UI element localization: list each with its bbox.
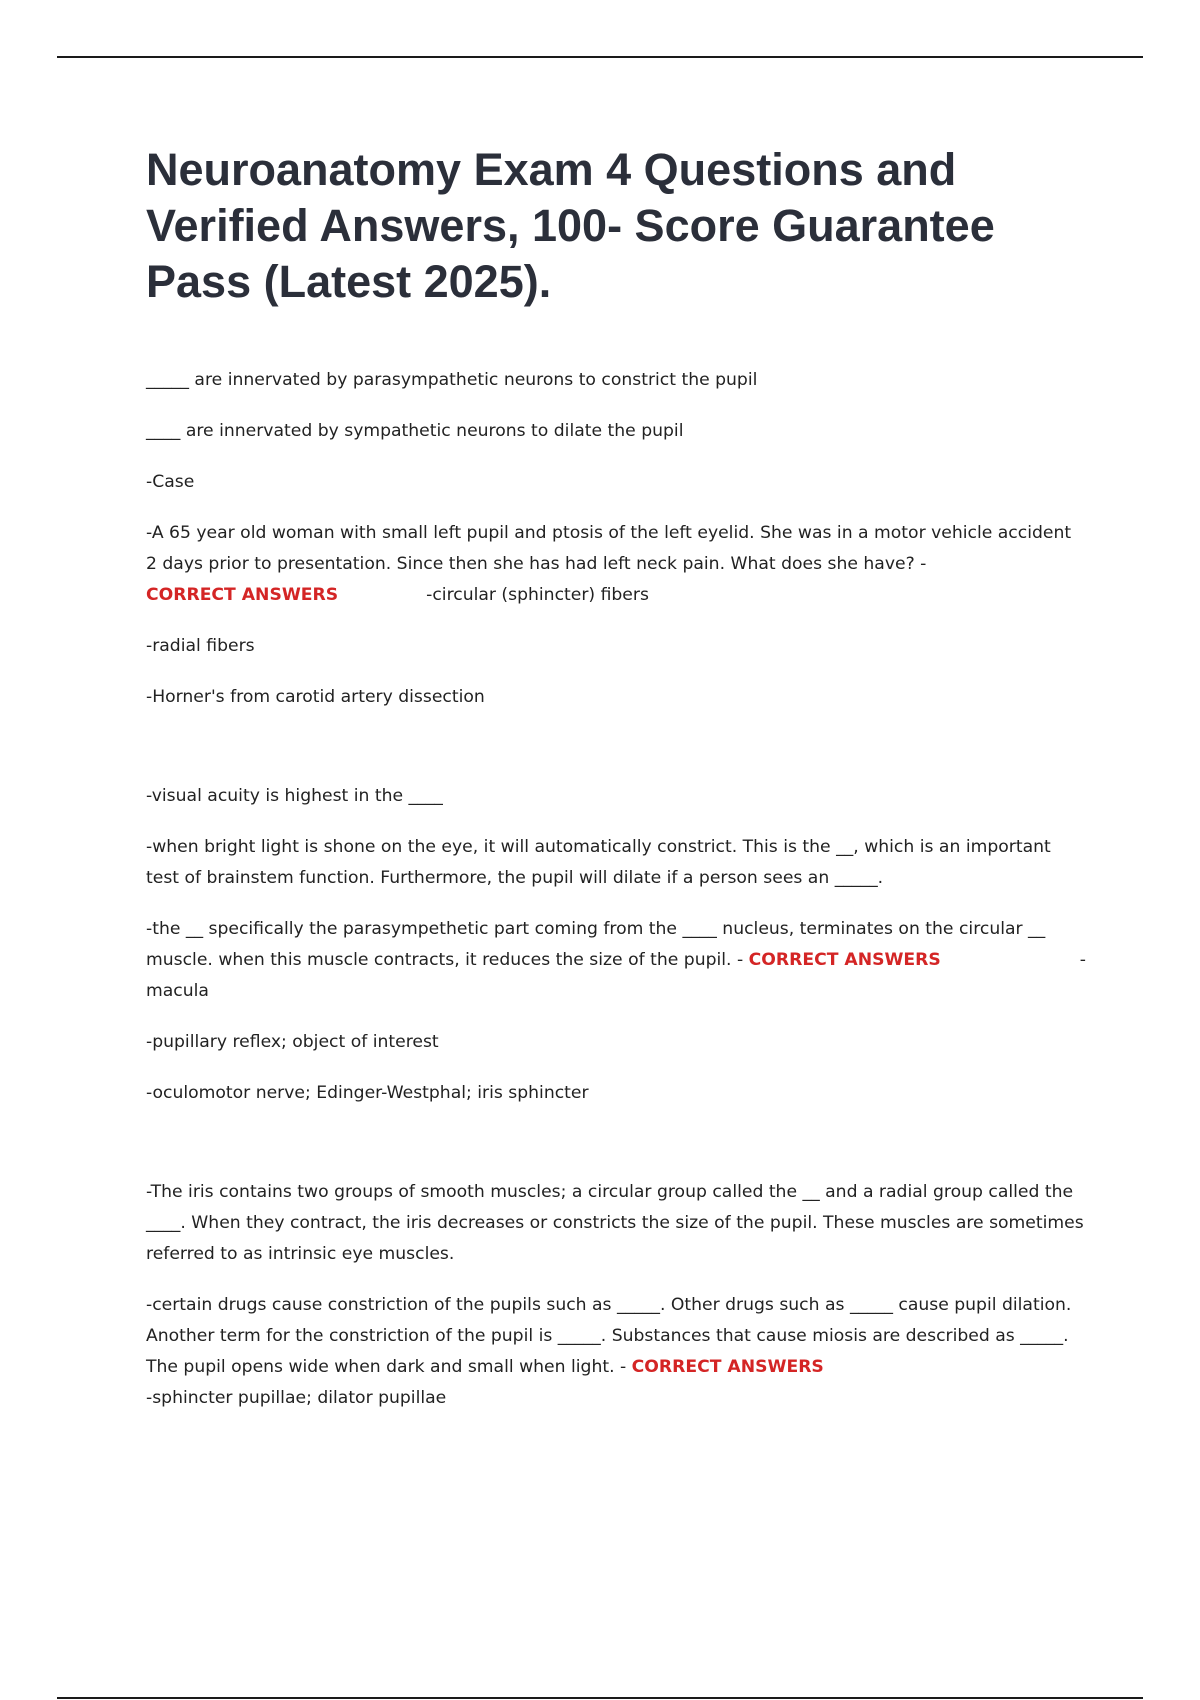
answer-text: -pupillary reflex; object of interest — [146, 1032, 439, 1052]
question-paragraph — [146, 1290, 1086, 1414]
top-rule — [57, 56, 1143, 58]
question-text: -the __ specifically the parasympethetic part coming from the ____ nucleus, terminates on the circular __ muscle. when this muscle contracts, it reduces the size of the pupil. - — [146, 919, 1046, 970]
correct-answers-label: CORRECT ANSWERS — [146, 585, 339, 605]
question-text: -Case — [146, 472, 195, 492]
question-text: -A 65 year old woman with small left pupil and ptosis of the left eyelid. She was in a motor vehicle accident 2 days prior to presentation. Since then she has had left neck pain. What does she have? - — [146, 523, 1072, 574]
correct-answers-label: CORRECT ANSWERS — [748, 950, 941, 970]
question-text: -visual acuity is highest in the ____ — [146, 786, 443, 806]
correct-answers-label: CORRECT ANSWERS — [631, 1357, 824, 1377]
question-text: ____ are innervated by sympathetic neurons to dilate the pupil — [146, 421, 684, 441]
answer-text: -radial fibers — [146, 636, 255, 656]
answer-text: -circular (sphincter) fibers — [426, 585, 649, 605]
answer-text: macula — [146, 981, 209, 1001]
answer-text: -sphincter pupillae; dilator pupillae — [146, 1388, 447, 1408]
question-text: -when bright light is shone on the eye, it will automatically constrict. This is the __, which is an important test of brainstem function. Furthermore, the pupil will dilate if a person sees an _____. — [146, 837, 1051, 888]
answer-dash: - — [1079, 950, 1086, 970]
question-text: -The iris contains two groups of smooth muscles; a circular group called the __ and a radial group called the ____. When they contract, the iris decreases or constricts the size of the pupil. These muscles are sometimes referred to as intrinsic eye muscles. — [146, 1182, 1084, 1264]
answer-text: -oculomotor nerve; Edinger-Westphal; iris sphincter — [146, 1083, 589, 1103]
question-paragraph — [146, 914, 1086, 1007]
document-title: Neuroanatomy Exam 4 Questions and Verified Answers, 100- Score Guarantee Pass (Latest 2025). — [146, 144, 995, 307]
question-text: -certain drugs cause constriction of the pupils such as _____. Other drugs such as _____ cause pupil dilation. Another term for the constriction of the pupil is _____. Substances that cause miosis are described as _____. The pupil opens wide when dark and small when light. - — [146, 1295, 1072, 1377]
answer-text: -Horner's from carotid artery dissection — [146, 687, 485, 707]
bottom-rule — [57, 1697, 1143, 1699]
question-text: _____ are innervated by parasympathetic neurons to constrict the pupil — [146, 370, 758, 390]
document-body — [146, 365, 1086, 1434]
question-paragraph — [146, 518, 1086, 611]
